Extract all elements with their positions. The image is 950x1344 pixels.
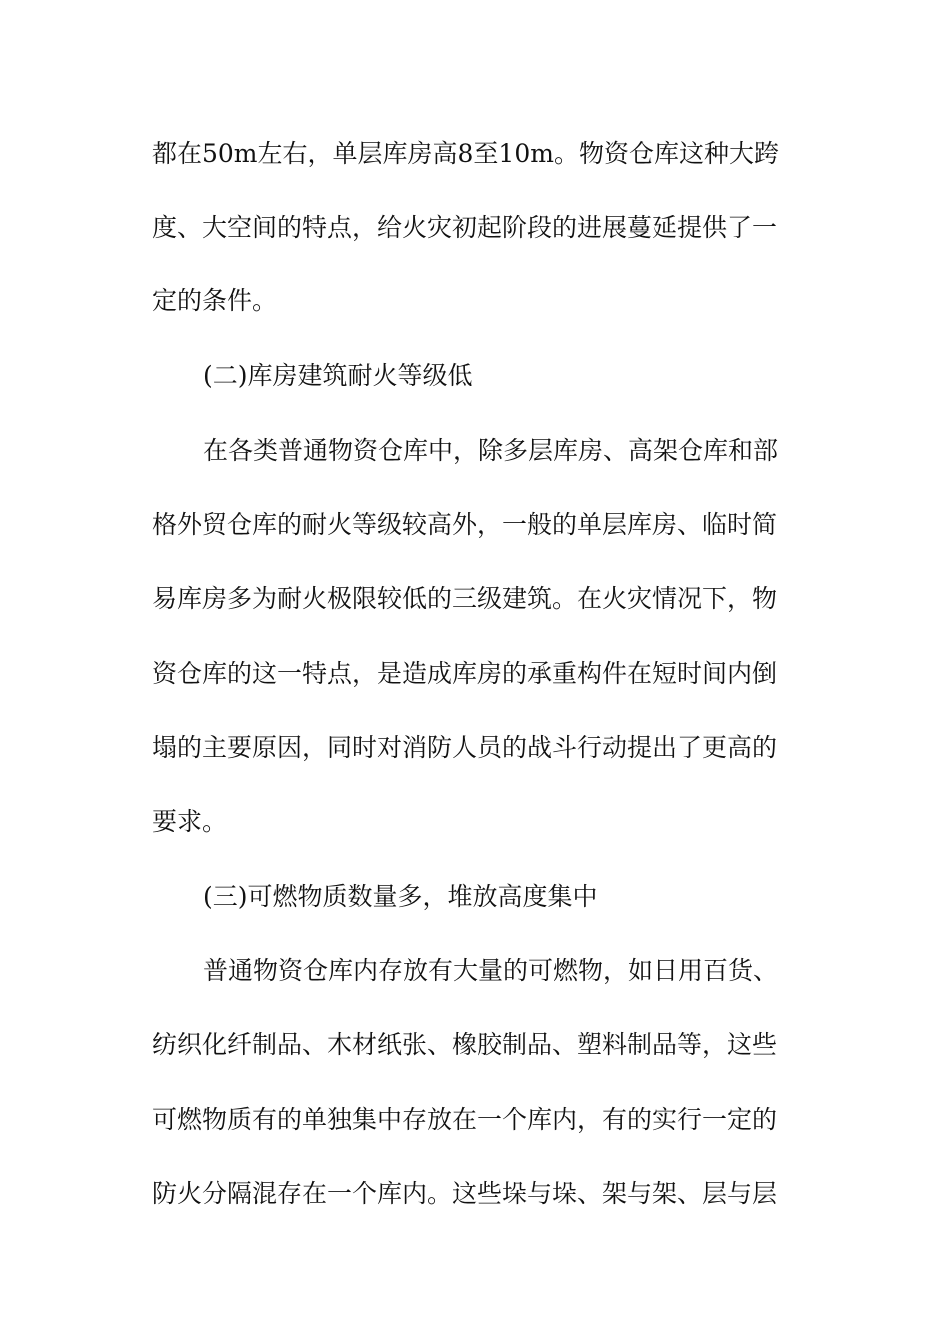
- section-heading-2: (二)库房建筑耐火等级低: [203, 361, 473, 390]
- text-line-3: 定的条件。: [152, 286, 278, 315]
- text-line-8: 资仓库的这一特点，是造成库房的承重构件在短时间内倒: [152, 659, 778, 688]
- text-line-15: 防火分隔混存在一个库内。这些垛与垛、架与架、层与层: [152, 1179, 778, 1208]
- text-line-10: 要求。: [152, 807, 228, 836]
- section-heading-3: (三)可燃物质数量多，堆放高度集中: [203, 882, 598, 911]
- text-line-7: 易库房多为耐火极限较低的三级建筑。在火灾情况下，物: [152, 584, 778, 613]
- text-line-5: 在各类普通物资仓库中，除多层库房、高架仓库和部: [203, 436, 779, 465]
- text-line-6: 格外贸仓库的耐火等级较高外，一般的单层库房、临时简: [152, 510, 778, 539]
- text-line-2: 度、大空间的特点，给火灾初起阶段的进展蔓延提供了一: [152, 213, 778, 242]
- text-line-9: 塌的主要原因，同时对消防人员的战斗行动提出了更高的: [152, 733, 778, 762]
- text-line-14: 可燃物质有的单独集中存放在一个库内，有的实行一定的: [152, 1105, 778, 1134]
- text-line-1: 都在50m左右，单层库房高8至10m。物资仓库这种大跨: [152, 139, 779, 168]
- text-line-13: 纺织化纤制品、木材纸张、橡胶制品、塑料制品等，这些: [152, 1030, 778, 1059]
- text-line-12: 普通物资仓库内存放有大量的可燃物，如日用百货、: [203, 956, 779, 985]
